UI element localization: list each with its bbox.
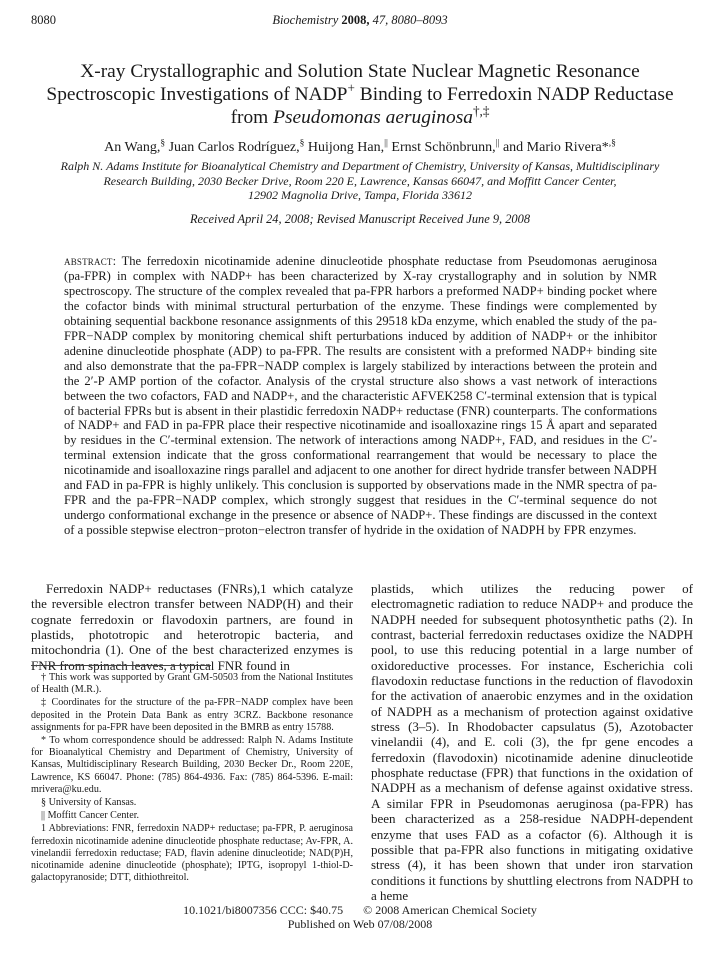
doi-line: [0, 903, 720, 918]
footnote-affil-moffitt: || Moffitt Cancer Center.: [41, 810, 140, 822]
title-line-1: X-ray Crystallographic and Solution State Nuclear Magnetic Resonance: [80, 61, 640, 82]
abstract-label: abstract:: [64, 254, 117, 268]
abstract-text: The ferredoxin nicotinamide adenine dinucleotide phosphate reductase from Pseudomonas aeruginosa (pa-FPR) in complex with NADP+ has been characterized by X-ray crystallography and in solution by NMR spectroscopy. The structure of the complex revealed that pa-FPR harbors a preformed NADP+ binding pocket where the cofactor binds with minimal structural perturbation of the enzyme. These findings were complemented by obtaining sequential backbone resonance assignments of this 29518 kDa enzyme, which enabled the study of the pa-FPR−NADP complex by monitoring chemical shift perturbations induced by addition of NADP+ or the inhibitor adenine dinucleotide phosphate (ADP) to pa-FPR. The results are consistent with a preformed NADP+ binding site and also demonstrate that the pa-FPR−NADP complex is largely stabilized by interactions between the protein and the 2′-P AMP portion of the cofactor. Analysis of the crystal structure also shows a vast network of interactions between the two cofactors, FAD and NADP+, and the characteristic AFVEK258 C′-terminal extension that is typical of bacterial FPRs but is absent in their plastidic ferredoxin NADP+ reductase (FNR) counterparts. The conformations of NADP+ and FAD in pa-FPR place their respective nicotinamide and isoalloxazine rings 15 Å apart and separated by residues in the C′-terminal extension. The network of interactions among NADP+, FAD, and residues in the C′-terminal extension indicate that the gross conformational rearrangement that would be necessary to place the nicotinamide and isoalloxazine rings parallel and adjacent to one another for direct hydride transfer between NADPH and FAD in pa-FPR is highly unlikely. This conclusion is supported by observations made in the NMR spectra of pa-FPR and the pa-FPR−NADP complex, which strongly suggest that residues in the C′-terminal sequence do not undergo conformational exchange in the presence or absence of NADP+. These findings are discussed in the context of a possible stepwise electron−proton−electron transfer of hydride in the oxidation of NADPH by FPR enzymes.: [64, 254, 657, 538]
journal-pages: 8080–8093: [391, 13, 448, 27]
footnote-correspondence: * To whom correspondence should be addressed: Ralph N. Adams Institute for Bioanalytical Chemistry and Department of Chemistry, University of Kansas, Multidisciplinary Research Building, 2030 Becker Dr., Room 220E, Lawrence, KS 66047. Phone: (785) 864-4936. Fax: (785) 864-5396. E-mail: mrivera@ku.edu.: [31, 735, 353, 795]
journal-volume: 47,: [372, 13, 389, 27]
footnote-abbreviations: 1 Abbreviations: FNR, ferredoxin NADP+ reductase; pa-FPR, P. aeruginosa ferredoxin nicotinamide adenine dinucleotide phosphate reductase; Av-FPR, A. vinelandii ferredoxin reductase; FAD, flavin adenine dinucleotide; NAD(P)H, nicotinamide adenine dinucleotide (phosphate); IPTG, isopropyl 1-thiol-D-galactopyranoside; DTT, dithiothreitol.: [31, 823, 353, 884]
abstract: [64, 254, 657, 538]
copyright: © 2008 American Chemical Society: [363, 903, 537, 917]
received-dates: Received April 24, 2008; Revised Manuscript Received June 9, 2008: [189, 212, 531, 226]
body-left-column: [31, 581, 353, 673]
footnote-affil-kansas: § University of Kansas.: [41, 797, 137, 809]
footnote-funding: † This work was supported by Grant GM-50503 from the National Institutes of Health (M.R.).: [31, 672, 353, 696]
title-line-2: Spectroscopic Investigations of NADP+ Binding to Ferredoxin NADP Reductase: [46, 80, 674, 105]
title-line-3: from Pseudomonas aeruginosa†,‡: [230, 103, 490, 128]
published-date: Published on Web 07/08/2008: [287, 917, 433, 931]
footnotes: [31, 672, 353, 885]
footnote-coordinates: ‡ Coordinates for the structure of the pa-FPR−NADP complex have been deposited in the Protein Data Bank as entry 3CRZ. Backbone resonance assignments for pa-FPR have been deposited in the BMRB as entry 15788.: [31, 697, 353, 733]
journal-name: Biochemistry: [272, 13, 339, 27]
footnote-divider: [31, 665, 211, 666]
affiliation: Ralph N. Adams Institute for Bioanalytical Chemistry and Department of Chemistry, University of Kansas, Multidisciplinary Research Building, 2030 Becker Drive, Room 220 E, Lawrence, Kansas 66047, and Moffitt Cancer Center, 12902 Magnolia Drive, Tampa, Florida 33612: [60, 159, 660, 202]
article-title: [40, 60, 680, 129]
body-right-column: [371, 581, 693, 903]
journal-year: 2008,: [341, 13, 370, 27]
page-number: 8080: [31, 13, 56, 27]
author-list: An Wang,§ Juan Carlos Rodríguez,§ Huijong Han,|| Ernst Schönbrunn,|| and Mario Rivera*,§: [104, 138, 616, 155]
journal-citation: [0, 13, 720, 28]
right-paragraph: plastids, which utilizes the reducing power of electromagnetic radiation to reduce NADP+ and produce the NADPH needed for subsequent photosynthetic paths (2). In contrast, bacterial ferredoxin reductases oxidize the NADPH pool, to use this reducing potential in a large number of oxidoreductive processes. For instance, Escherichia coli flavodoxin reductase functions in the reduction of flavodoxin for the activation of anaerobic enzymes and in the oxidation of NADPH as a mechanism of protection against oxidative stress (3–5). In Rhodobacter capsulatus (5), Azotobacter vinelandii (4), and E. coli (3), the fpr gene encodes a ferredoxin (flavodoxin) nicotinamide adenine dinucleotide phosphate reductase (FPR) that functions in the oxidation of NADPH as a mechanism of defense against oxidative stress. A similar FPR in Pseudomonas aeruginosa (pa-FPR) has been characterized as a 258-residue NADPH-dependent enzyme that uses FAD as a cofactor (6). Although it is possible that pa-FPR also functions in mitigating oxidative stress (4), it has been shown that under iron starvation conditions it functions by shuttling electrons from NADPH to a heme: [371, 581, 693, 903]
intro-paragraph: Ferredoxin NADP+ reductases (FNRs),1 which catalyze the reversible electron transfer between NADP(H) and their cognate ferredoxin or flavodoxin partners, are found in plastids, phototropic and heterotropic bacteria, and mitochondria (1). One of the best characterized enzymes is FNR from spinach leaves, a typical FNR found in: [31, 581, 353, 673]
doi: 10.1021/bi8007356 CCC: $40.75: [183, 903, 344, 917]
